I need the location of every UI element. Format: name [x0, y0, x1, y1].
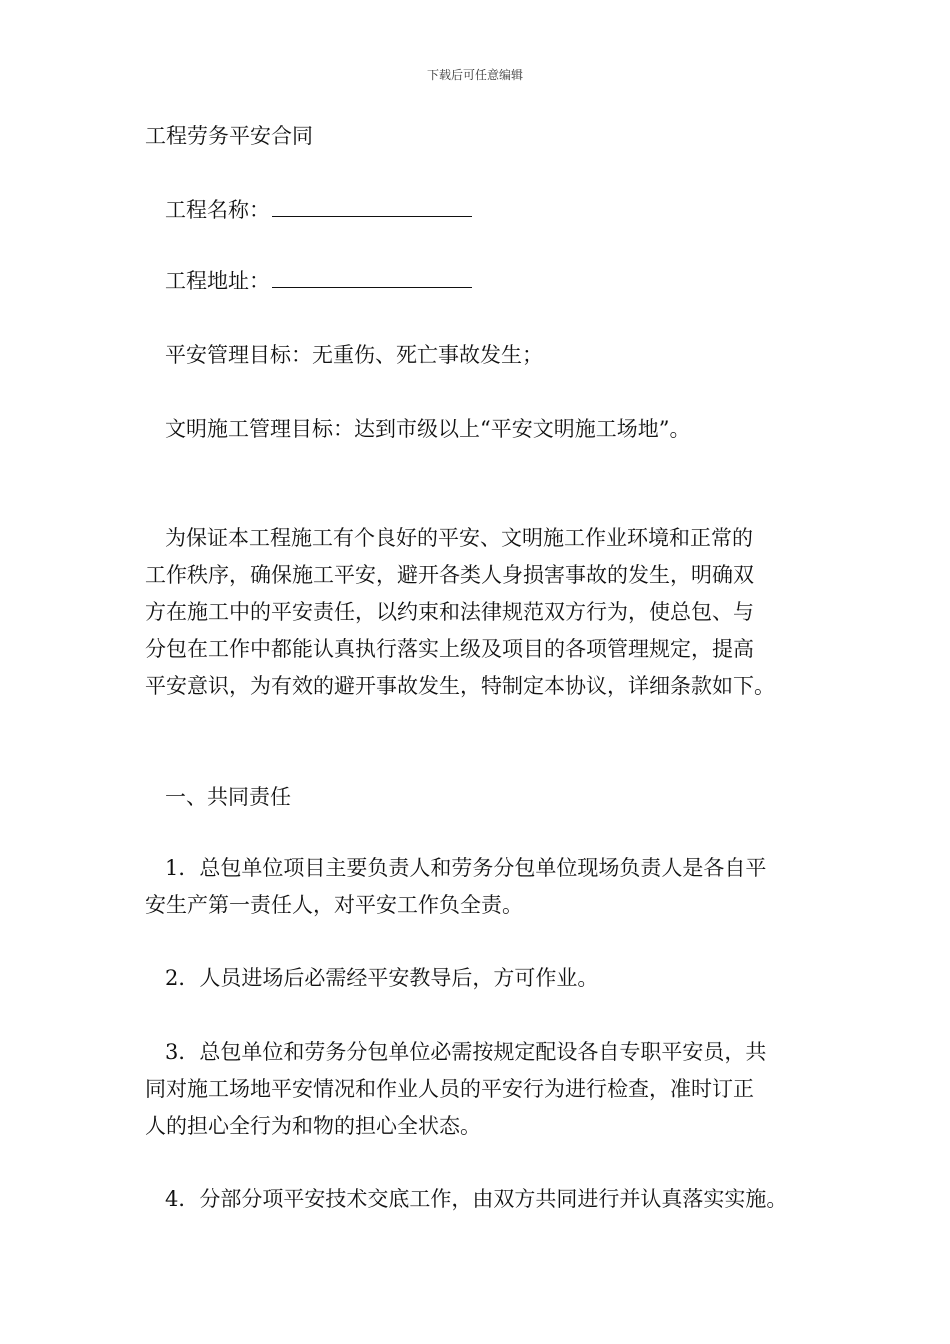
clause-3 — [145, 1034, 813, 1145]
clause-line: 安生产第一责任人，对平安工作负全责。 — [145, 893, 523, 917]
project-name-label: 工程名称： — [165, 198, 270, 222]
intro-line: 分包在工作中都能认真执行落实上级及项目的各项管理规定，提高 — [145, 637, 754, 661]
project-address-label: 工程地址： — [165, 269, 270, 293]
safety-goal: 平安管理目标：无重伤、死亡事故发生； — [165, 343, 543, 367]
clause-line: 4．分部分项平安技术交底工作，由双方共同进行并认真落实实施。 — [165, 1187, 788, 1211]
clause-line: 同对施工场地平安情况和作业人员的平安行为进行检查，准时订正 — [145, 1077, 754, 1101]
intro-line: 平安意识，为有效的避开事故发生，特制定本协议，详细条款如下。 — [145, 674, 775, 698]
civil-construction-goal: 文明施工管理目标：达到市级以上“平安文明施工场地”。 — [165, 417, 691, 441]
intro-line: 为保证本工程施工有个良好的平安、文明施工作业环境和正常的 — [165, 526, 753, 550]
project-address-row — [145, 263, 835, 300]
clause-1 — [145, 850, 813, 924]
clause-line: 人的担心全行为和物的担心全状态。 — [145, 1114, 481, 1138]
clause-line: 3．总包单位和劳务分包单位必需按规定配设各自专职平安员，共 — [165, 1040, 767, 1064]
intro-line: 方在施工中的平安责任，以约束和法律规范双方行为，使总包、与 — [145, 600, 754, 624]
project-name-row — [145, 192, 835, 229]
header-note: 下载后可任意编辑 — [426, 68, 523, 82]
clause-line: 2．人员进场后必需经平安教导后，方可作业。 — [165, 966, 599, 990]
clause-line: 1．总包单位项目主要负责人和劳务分包单位现场负责人是各自平 — [165, 856, 767, 880]
intro-line: 工作秩序，确保施工平安，避开各类人身损害事故的发生，明确双 — [145, 563, 754, 587]
section-heading: 一、共同责任 — [165, 785, 291, 809]
project-address-blank — [272, 265, 472, 288]
clause-4 — [145, 1181, 813, 1218]
clause-2 — [145, 960, 813, 997]
intro-paragraph — [145, 520, 813, 705]
project-name-blank — [272, 194, 472, 217]
document-title: 工程劳务平安合同 — [145, 124, 313, 148]
